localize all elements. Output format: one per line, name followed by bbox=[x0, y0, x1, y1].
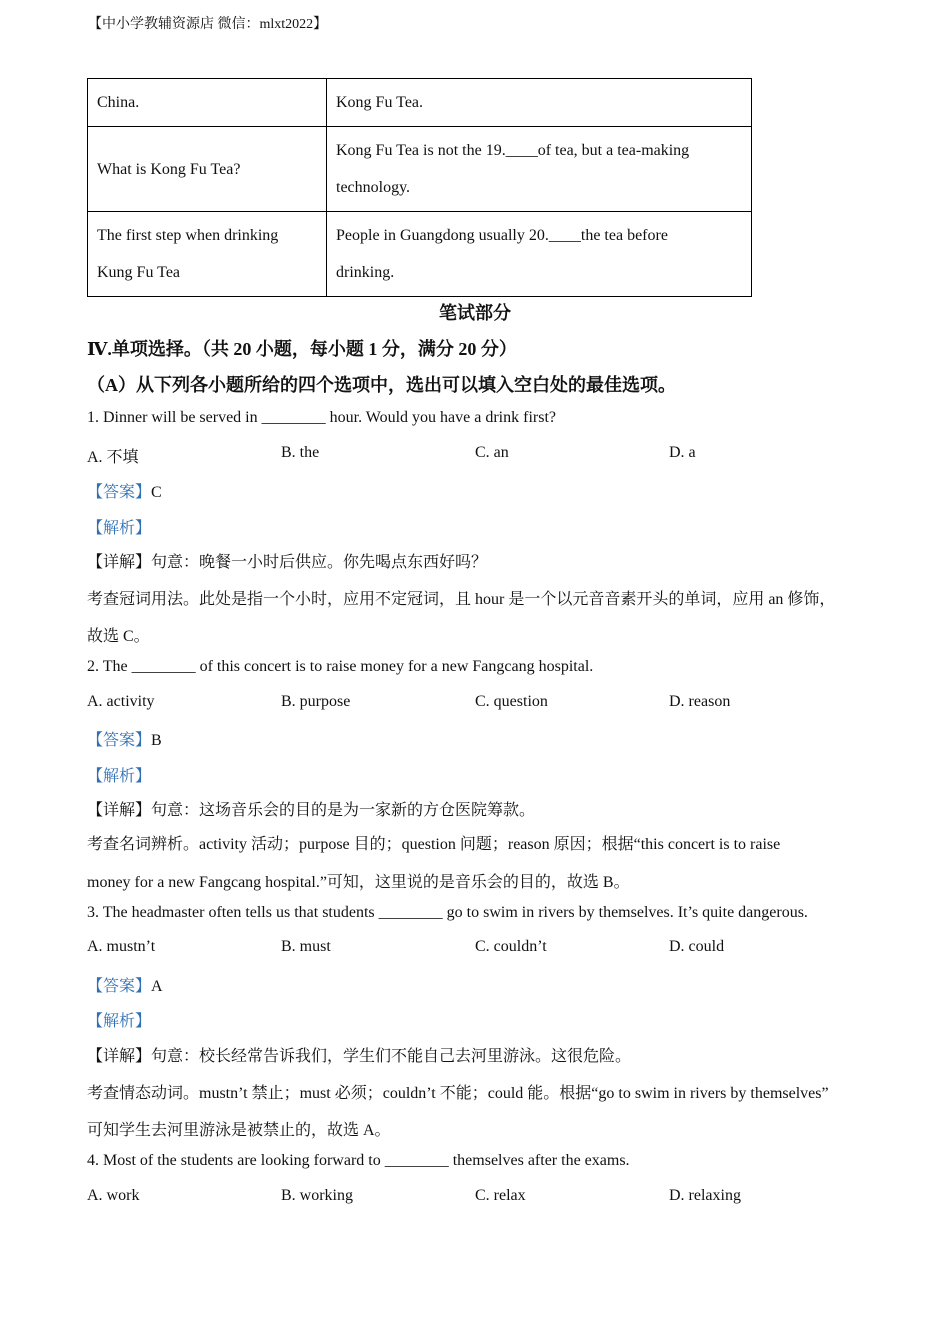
option: A. work bbox=[87, 1187, 140, 1204]
detail-line bbox=[87, 549, 487, 572]
table-cell: Kong Fu Tea. bbox=[327, 79, 752, 127]
cell-line: drinking. bbox=[336, 264, 395, 281]
question-stem: 1. Dinner will be served in ________ hour. Would you have a drink first? bbox=[87, 409, 556, 426]
answer-label: 【答案】 bbox=[87, 484, 152, 501]
answer-label: 【答案】 bbox=[87, 732, 152, 749]
table-cell bbox=[327, 127, 752, 212]
detail-text: 句意：晚餐一小时后供应。你先喝点东西好吗？ bbox=[151, 554, 488, 571]
cell-line: Kung Fu Tea bbox=[97, 264, 181, 281]
table-cell: What is Kong Fu Tea? bbox=[88, 127, 327, 212]
info-table bbox=[87, 78, 752, 297]
explain-line: 可知学生去河里游泳是被禁止的，故选 A。 bbox=[87, 1122, 391, 1139]
option: C. couldn’t bbox=[475, 938, 547, 955]
cell-line: technology. bbox=[336, 179, 411, 196]
table-row bbox=[88, 212, 752, 297]
part-title: 笔试部分 bbox=[439, 303, 511, 323]
detail-line bbox=[87, 797, 535, 820]
answer-value: A bbox=[151, 978, 163, 995]
table-cell: China. bbox=[88, 79, 327, 127]
option: C. an bbox=[475, 444, 509, 461]
option: D. reason bbox=[669, 693, 731, 710]
explain-line: 考查情态动词。mustn’t 禁止；must 必须；couldn’t 不能；could 能。根据“go to swim in rivers by themselves” bbox=[87, 1085, 829, 1102]
option: A. activity bbox=[87, 693, 155, 710]
detail-text: 句意：这场音乐会的目的是为一家新的方仓医院筹款。 bbox=[151, 802, 536, 819]
table-cell bbox=[327, 212, 752, 297]
answer-label: 【答案】 bbox=[87, 978, 152, 995]
detail-label: 【详解】 bbox=[87, 554, 152, 571]
detail-text: 句意：校长经常告诉我们，学生们不能自己去河里游泳。这很危险。 bbox=[151, 1048, 632, 1065]
question-stem: 3. The headmaster often tells us that students ________ go to swim in rivers by themselves. It’s quite dangerous. bbox=[87, 904, 808, 921]
table-row bbox=[88, 79, 752, 127]
subsection-title: （A）从下列各小题所给的四个选项中，选出可以填入空白处的最佳选项。 bbox=[87, 375, 676, 395]
option: D. relaxing bbox=[669, 1187, 741, 1204]
explain-line: 考查名词辨析。activity 活动；purpose 目的；question 问题；reason 原因；根据“this concert is to raise bbox=[87, 836, 781, 853]
table-row bbox=[88, 127, 752, 212]
option: B. working bbox=[281, 1187, 353, 1204]
option: B. the bbox=[281, 444, 320, 461]
option: B. purpose bbox=[281, 693, 351, 710]
option: C. relax bbox=[475, 1187, 526, 1204]
option: D. a bbox=[669, 444, 696, 461]
cell-line: People in Guangdong usually 20.____the tea before bbox=[336, 227, 668, 244]
explain-line: money for a new Fangcang hospital.”可知，这里说的是音乐会的目的，故选 B。 bbox=[87, 874, 630, 891]
table-cell bbox=[88, 212, 327, 297]
option: A. mustn’t bbox=[87, 938, 156, 955]
question-stem: 2. The ________ of this concert is to raise money for a new Fangcang hospital. bbox=[87, 658, 594, 675]
answer-value: C bbox=[151, 484, 162, 501]
section-title: Ⅳ.单项选择。（共 20 小题，每小题 1 分，满分 20 分） bbox=[87, 339, 517, 359]
answer-line bbox=[87, 479, 162, 502]
explain-line: 考查冠词用法。此处是指一个小时，应用不定冠词，且 hour 是一个以元音音素开头的单词，应用 an 修饰， bbox=[87, 591, 836, 608]
answer-value: B bbox=[151, 732, 162, 749]
option: D. could bbox=[669, 938, 725, 955]
option: C. question bbox=[475, 693, 548, 710]
detail-label: 【详解】 bbox=[87, 1048, 152, 1065]
analysis-label: 【解析】 bbox=[87, 1013, 152, 1030]
cell-line: The first step when drinking bbox=[97, 227, 279, 244]
page-header: 【中小学教辅资源店 微信：mlxt2022】 bbox=[88, 17, 328, 32]
answer-line bbox=[87, 973, 163, 996]
analysis-label: 【解析】 bbox=[87, 520, 152, 537]
answer-line bbox=[87, 727, 162, 750]
detail-label: 【详解】 bbox=[87, 802, 152, 819]
cell-line: Kong Fu Tea is not the 19.____of tea, but a tea-making bbox=[336, 142, 690, 159]
detail-line bbox=[87, 1043, 631, 1066]
question-stem: 4. Most of the students are looking forward to ________ themselves after the exams. bbox=[87, 1152, 630, 1169]
explain-line: 故选 C。 bbox=[87, 628, 150, 645]
option: B. must bbox=[281, 938, 331, 955]
analysis-label: 【解析】 bbox=[87, 768, 152, 785]
option: A. 不填 bbox=[87, 449, 139, 466]
